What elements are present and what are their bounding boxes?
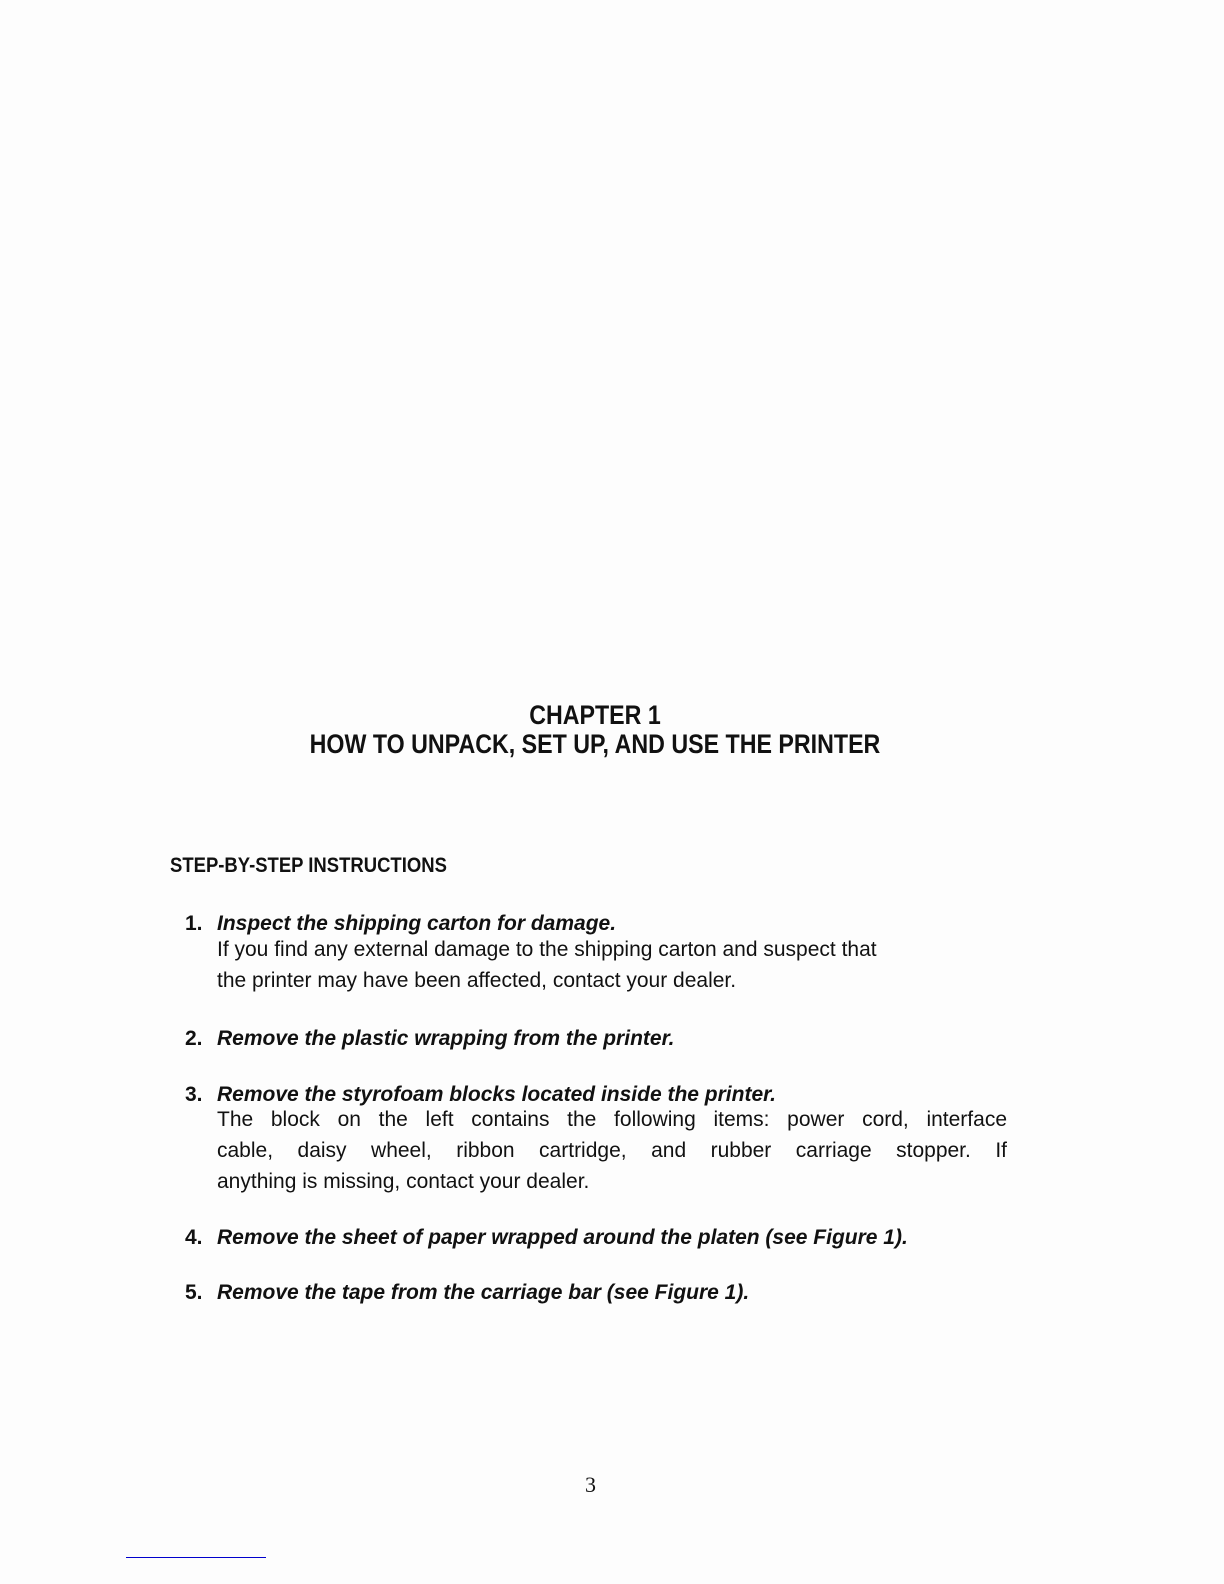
step-heading: Inspect the shipping carton for damage. xyxy=(217,912,617,935)
step-body-line: If you find any external damage to the shipping carton and suspect that xyxy=(217,938,877,961)
step-number: 2. xyxy=(185,1027,203,1050)
step-body-line: the printer may have been affected, contact your dealer. xyxy=(217,969,737,992)
step-heading: Remove the styrofoam blocks located inside the printer. xyxy=(217,1083,776,1106)
step-heading: Remove the tape from the carriage bar (see Figure 1). xyxy=(217,1281,750,1304)
section-heading: STEP-BY-STEP INSTRUCTIONS xyxy=(170,854,447,877)
step-number: 4. xyxy=(185,1226,203,1249)
step-body-line: The block on the left contains the following items: power cord, interface xyxy=(217,1108,1007,1131)
page-number: 3 xyxy=(585,1472,596,1497)
step-body-line: cable, daisy wheel, ribbon cartridge, and rubber carriage stopper. If xyxy=(217,1139,1007,1162)
step-number: 3. xyxy=(185,1083,203,1106)
chapter-number: CHAPTER 1 xyxy=(529,700,661,730)
step-number: 5. xyxy=(185,1281,203,1304)
step-heading: Remove the sheet of paper wrapped around the platen (see Figure 1). xyxy=(217,1226,908,1249)
footnote-divider xyxy=(126,1557,266,1558)
step-body-line: anything is missing, contact your dealer. xyxy=(217,1170,590,1193)
chapter-title: HOW TO UNPACK, SET UP, AND USE THE PRINTER xyxy=(309,729,881,759)
step-number: 1. xyxy=(185,912,203,935)
step-heading: Remove the plastic wrapping from the printer. xyxy=(217,1027,675,1050)
